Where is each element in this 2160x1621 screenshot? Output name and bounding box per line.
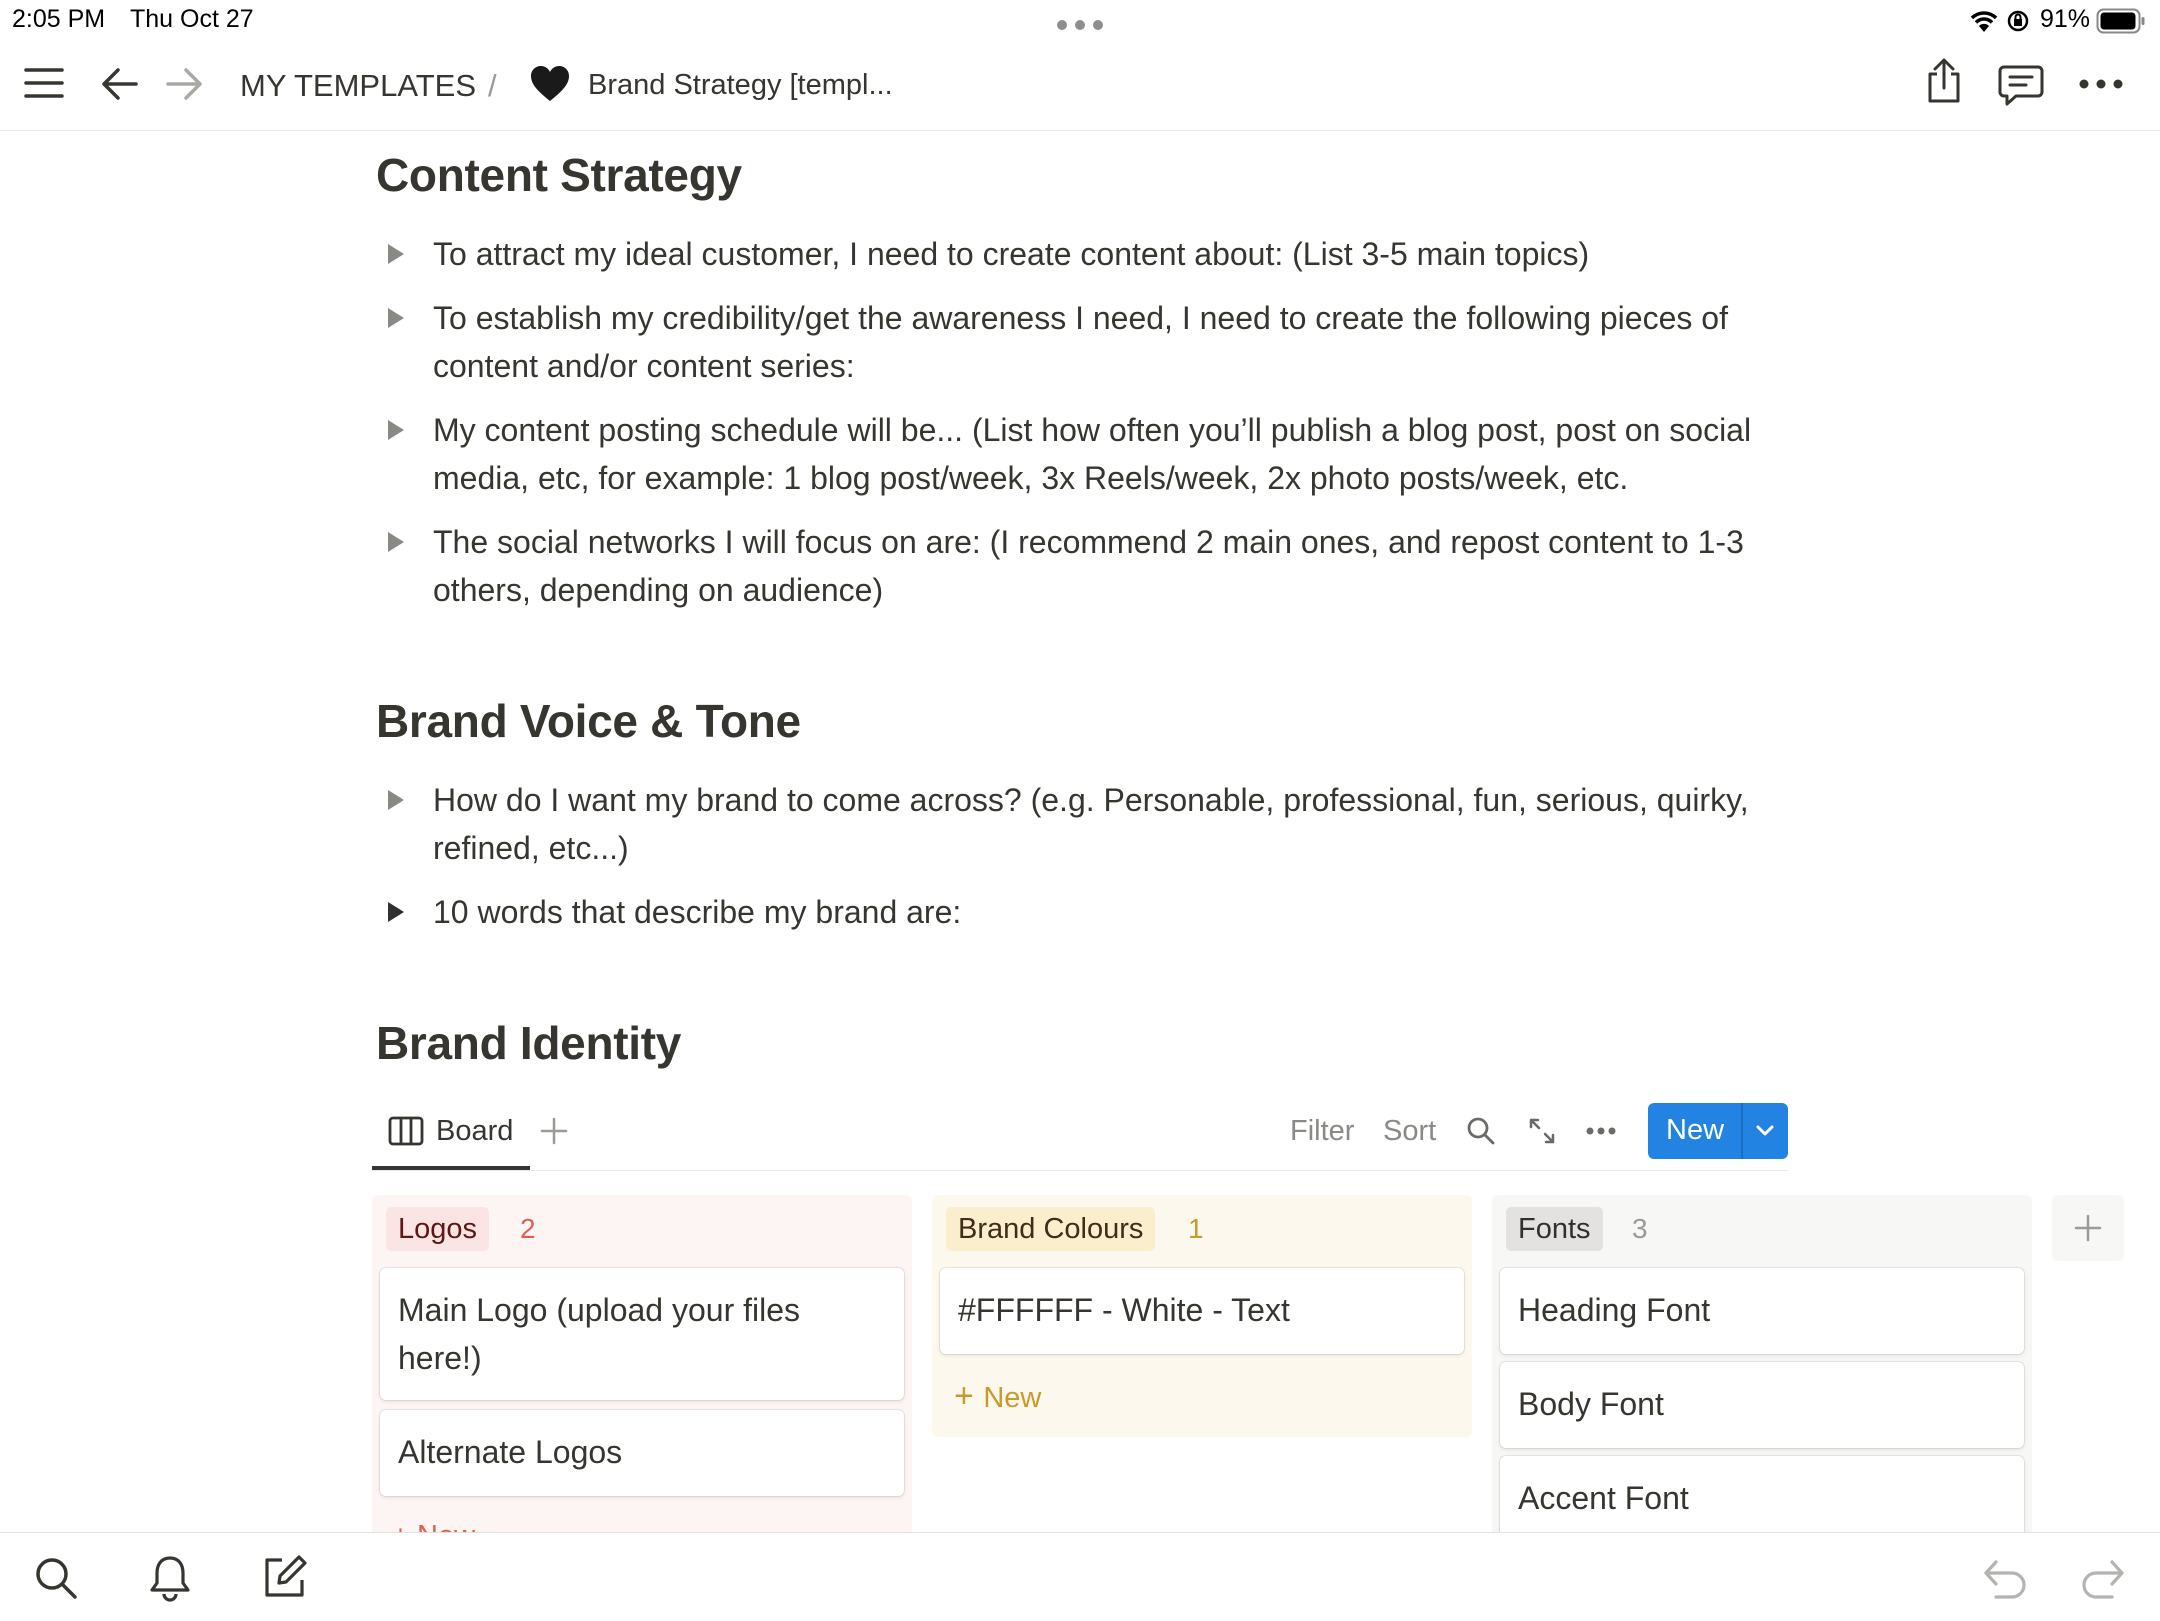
- sort-button[interactable]: Sort: [1383, 1115, 1437, 1147]
- toggle-text: My content posting schedule will be... (List how often you’ll publish a blog post, post on social media, etc, for example: 1 blog post/week, 3x Reels/week, 2x photo posts/week, etc.: [433, 412, 1752, 496]
- filter-button[interactable]: Filter: [1290, 1115, 1355, 1147]
- column-tag[interactable]: Brand Colours: [946, 1207, 1155, 1251]
- breadcrumb-current-page[interactable]: Brand Strategy [templ...: [588, 69, 893, 101]
- toggle-arrow-icon[interactable]: [388, 790, 404, 810]
- toggle-arrow-icon[interactable]: [388, 902, 404, 922]
- toggle-item[interactable]: [376, 776, 1796, 872]
- chevron-down-icon[interactable]: [1754, 1123, 1776, 1139]
- add-view-icon[interactable]: [540, 1117, 568, 1145]
- board-card[interactable]: [380, 1268, 904, 1400]
- board-card[interactable]: [1500, 1362, 2024, 1448]
- bell-icon[interactable]: [148, 1554, 192, 1602]
- heading-brand-identity: Brand Identity: [376, 1017, 682, 1069]
- tab-board[interactable]: Board: [436, 1115, 514, 1147]
- card-title: Accent Font: [1518, 1480, 1689, 1516]
- card-title: Heading Font: [1518, 1292, 1711, 1328]
- toggle-item[interactable]: [376, 518, 1796, 614]
- comment-icon[interactable]: [1998, 64, 2044, 106]
- more-options-icon[interactable]: [2078, 78, 2124, 90]
- wifi-icon: [1968, 8, 2000, 34]
- toggle-arrow-icon[interactable]: [388, 420, 404, 440]
- multitasking-dots-icon[interactable]: [1056, 19, 1104, 31]
- redo-icon[interactable]: [2080, 1558, 2126, 1600]
- toggle-text: To establish my credibility/get the awareness I need, I need to create the following pieces of content and/or content series:: [433, 300, 1728, 384]
- column-tag[interactable]: Fonts: [1506, 1207, 1603, 1251]
- view-bar-divider: [372, 1170, 1788, 1171]
- board-column-fonts: [1492, 1195, 2032, 1535]
- card-title: Body Font: [1518, 1386, 1664, 1422]
- orientation-lock-icon: [2006, 9, 2030, 33]
- board-more-icon[interactable]: [1586, 1126, 1616, 1136]
- black-heart-icon: [529, 64, 571, 104]
- board-card[interactable]: [1500, 1268, 2024, 1354]
- board-column-logos: [372, 1195, 912, 1535]
- column-count: 2: [520, 1213, 536, 1244]
- board-card[interactable]: [940, 1268, 1464, 1354]
- heading-content-strategy: Content Strategy: [376, 149, 742, 201]
- add-card-label: New: [983, 1382, 1042, 1414]
- toggle-text: The social networks I will focus on are: (I recommend 2 main ones, and repost content to 1-3 others, depending on audience): [433, 524, 1744, 608]
- plus-icon: +: [954, 1377, 984, 1415]
- board-column-brand-colours: [932, 1195, 1472, 1437]
- search-icon[interactable]: [1466, 1116, 1496, 1146]
- new-button[interactable]: [1648, 1103, 1788, 1159]
- menu-icon[interactable]: [24, 66, 64, 100]
- toggle-text: How do I want my brand to come across? (e.g. Personable, professional, fun, serious, quirky, refined, etc...): [433, 782, 1749, 866]
- search-icon[interactable]: [34, 1556, 78, 1600]
- card-title: Main Logo (upload your files here!): [398, 1292, 801, 1376]
- compose-icon[interactable]: [262, 1554, 308, 1600]
- card-title: #FFFFFF - White - Text: [958, 1292, 1290, 1328]
- status-time: 2:05 PM: [12, 5, 106, 33]
- add-group-button[interactable]: [2052, 1195, 2124, 1261]
- status-date: Thu Oct 27: [130, 5, 254, 33]
- battery-icon: [2096, 8, 2146, 34]
- toggle-item[interactable]: [376, 230, 1796, 278]
- column-count: 1: [1188, 1213, 1204, 1244]
- heading-brand-voice-tone: Brand Voice & Tone: [376, 695, 801, 747]
- toggle-arrow-icon[interactable]: [388, 308, 404, 328]
- toggle-text: 10 words that describe my brand are:: [433, 894, 962, 930]
- board-view-icon[interactable]: [388, 1116, 424, 1146]
- toggle-item[interactable]: [376, 888, 1796, 936]
- forward-arrow-icon[interactable]: [164, 66, 204, 102]
- board-card[interactable]: [1500, 1456, 2024, 1542]
- toggle-text: To attract my ideal customer, I need to create content about: (List 3-5 main topics): [433, 236, 1590, 272]
- column-count: 3: [1632, 1213, 1648, 1244]
- back-arrow-icon[interactable]: [100, 66, 140, 102]
- share-icon[interactable]: [1924, 58, 1964, 104]
- toggle-item[interactable]: [376, 294, 1796, 390]
- add-card-button[interactable]: [954, 1377, 1041, 1416]
- new-button-label[interactable]: New: [1666, 1114, 1725, 1146]
- breadcrumb-separator: /: [488, 68, 497, 103]
- toggle-arrow-icon[interactable]: [388, 532, 404, 552]
- bottom-toolbar: [0, 1532, 2160, 1621]
- toggle-arrow-icon[interactable]: [388, 244, 404, 264]
- plus-icon: [2074, 1214, 2102, 1242]
- undo-icon[interactable]: [1982, 1558, 2028, 1600]
- battery-percentage: 91%: [2040, 5, 2091, 33]
- toggle-item[interactable]: [376, 406, 1796, 502]
- column-tag[interactable]: Logos: [386, 1207, 489, 1251]
- breadcrumb-parent[interactable]: MY TEMPLATES: [240, 68, 477, 103]
- expand-icon[interactable]: [1528, 1117, 1556, 1145]
- board-card[interactable]: [380, 1410, 904, 1496]
- card-title: Alternate Logos: [398, 1434, 623, 1470]
